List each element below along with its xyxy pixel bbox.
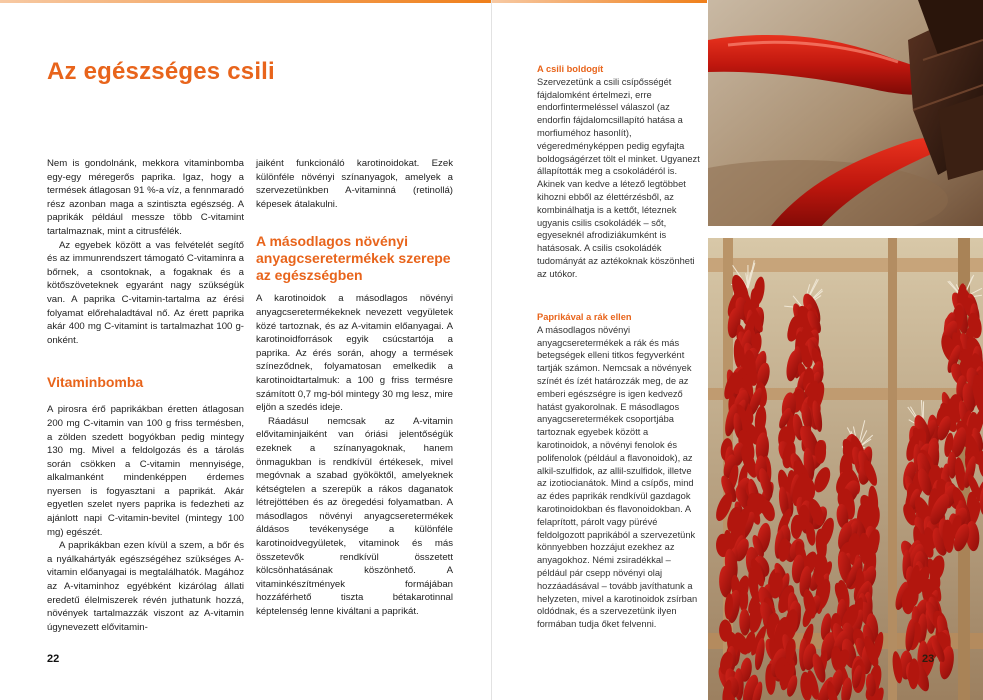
paragraph: A paprikákban ezen kívül a szem, a bőr és a nyálkahártyák egészségéhez szükséges A-vitamin előanyagai is megtalálhatók. Magához az A-vitaminhoz egyébként kizárólag állati eredetű élelmiszerek révén juthatunk hozzá, növények tartalmazzák viszont az A-vitamin úgynevezett elővitamin- [47,540,244,633]
sidebar-heading: A csili boldogít [537,64,604,74]
sidebar-box-csili [537,63,701,281]
sidebar-box-rak [537,311,701,631]
section-heading-masodlagos: A másodlagos növényi anyagcseretermékek szerepe az egészségben [256,233,451,284]
page-number-left: 22 [47,653,60,665]
photo-chili-chocolate [708,0,983,226]
section-heading-vitaminbomba: Vitaminbomba [47,374,144,391]
top-orange-bar [492,0,707,3]
text-column-1 [47,157,244,634]
top-orange-bar [0,0,491,3]
paragraph: Az egyebek között a vas felvételét segítő és az immunrendszert támogató C-vitaminra a bőrnek, a csontoknak, a fogaknak és a kötőszöveteknek egyaránt nagy szükségük van. A paprika C-vitamin-tartalma az érési folyamat előrehaladtával nő. Az érett paprika akár 400 mg C-vitamint is tartalmazhat 100 g-onként. [47,239,244,346]
right-page [492,0,983,700]
left-page [0,0,491,700]
paragraph: jaiként funkcionáló karotinoidokat. Ezek különféle növényi színanyagok, amelyek a szervezetünkben A-vitaminná (retinollá) képesek átalakulni. [256,158,453,210]
sidebar-text: A másodlagos növényi anyagcseretermékek a rák és más betegségek elleni titkos fegyverként tartják számon. Nemcsak a növények színét és ízét határozzák meg, de az emberi egészségre is igen kedvező hatást gyakorolnak. E másodlagos anyagcseretermékek csoportjába tartoznak egyebek között a karotinoidok, a növényi fenolok és polifenolok (például a flavonoidok), az alkil-szulfidok, az allil-szulfidok, illetve az izotiocianátok. Mind a csípős, mind az édes paprikák rendkívül gazdagok karotinoidokban és flavonoidokban. A felaprított, párolt vagy pürévé feldolgozott paprikából a szervezetünk könnyebben hozzájut ezekhez az anyagokhoz. Némi zsiradékkal – például pár csepp növényi olaj hozzáadásával – tovább javíthatunk a helyzeten, mivel a karotinoidok zsírban oldódnak, és a szervezetünk ilyen formában tudja őket felvenni. [537,324,698,630]
page-title: Az egészséges csili [47,58,275,85]
sidebar-heading: Paprikával a rák ellen [537,312,632,322]
paragraph: A pirosra érő paprikákban éretten átlagosan 200 mg C-vitamin van 100 g friss termésben, a zölden szedett bogyókban pedig mintegy 130 mg. Mivel a feldolgozás és a tárolás során csökken a C-vitamin mennyisége, alkalmanként mindenképpen érdemes nyersen is fogyasztani a paprikát. Akár egyetlen szelet nyers paprika is fedezheti az ajánlott napi C-vitamin-bevitel (mintegy 100 mg) egészét. [47,404,244,538]
paragraph: A karotinoidok a másodlagos növényi anyagcseretermékeknek nevezett vegyületek közé tartoznak, és az A-vitamin előanyagai. A karotinoidforrások egyik csúcstartója a paprika. Az érés során, ahogy a termések színeződnek, folyamatosan emelkedik a karotinoidtartalmuk: a 100 g friss termésre számított 0,7 mg-ból mintegy 30 mg lesz, mire eljön a szedés ideje. [256,293,453,414]
text-column-2 [256,157,453,619]
paragraph: Nem is gondolnánk, mekkora vitaminbomba egy-egy méregerős paprika. Igaz, hogy a termések átlagosan 91 %-a víz, a fennmaradó rész azonban maga a szintiszta egészség. A paprikák például messze több C-vitamint tartalmaznak, mint a citrusfélék. [47,158,244,237]
paragraph: Ráadásul nemcsak az A-vitamin elővitaminjaiként van óriási jelentőségük ezeknek a színanyagoknak, hanem önmagukban is rendkívül értékesek, mivel megóvnak a szabad gyököktől, amelyeknek kétségtelen a szerepük a rákos daganatok létrejöttében és az öregedési folyamatban. A másodlagos növényi anyagcseretermékek áldásos tevékenysége a különféle karotinoidvegyületek, vitaminok és más összetevők rendkívül összetett kölcsönhatásának köszönhető. A vitaminkészítmények formájában hozzáférhető tiszta bétakarotinnal képtelenség lenne kiváltani a paprikát. [256,415,453,618]
sidebar-text: Szervezetünk a csili csípősségét fájdalomként értelmezi, erre endorfintermeléssel válaszol (az endorfin fájdalomcsillapító hatása a morfiuméhoz hasonlít), végeredményképpen pedig egyfajta boldogságérzet tölt el minket. Ugyanezt állapították meg a csokoládéról is. Akinek van kedve a létező legtöbbet kihozni ebből az élettérzésből, az kombinálhatja is a kettőt, léteznek ugyanis csilis csokoládék – sőt, egyeseknél afrodiziákumként is hatásosak. A csilis csokoládék tudományát az aztékoknak köszönheti az utókor. [537,76,700,279]
photo-chili-strings [708,238,983,700]
page-number-right: 23 [922,653,935,665]
